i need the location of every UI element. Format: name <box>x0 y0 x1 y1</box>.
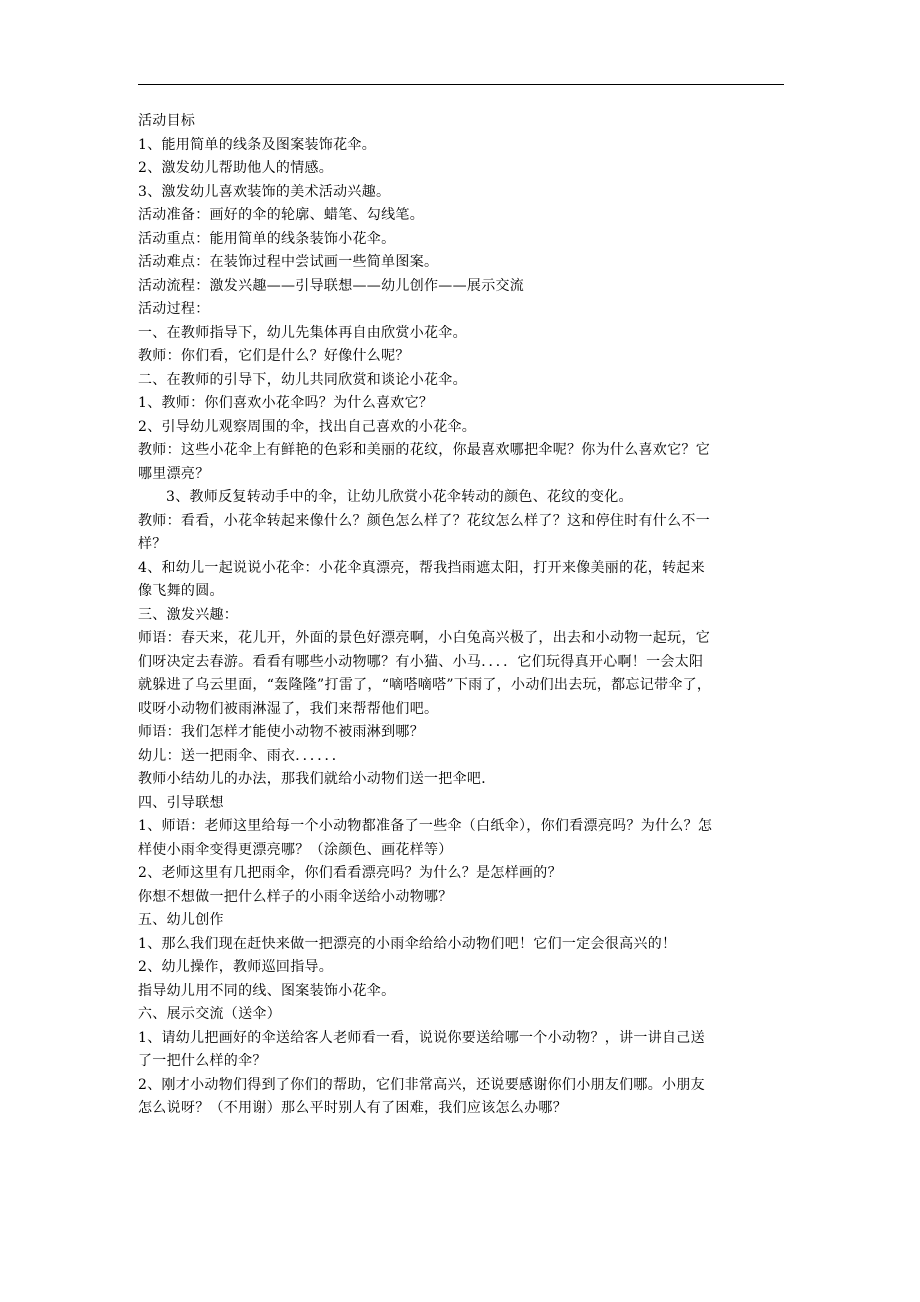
text-line: 3、教师反复转动手中的伞，让幼儿欣赏小花伞转动的颜色、花纹的变化。 <box>166 489 633 505</box>
section-title-process: 活动过程： <box>138 301 210 317</box>
text-line: 就躲进了乌云里面，“轰隆隆”打雷了，“嘀嗒嘀嗒”下雨了，小动们出去玩，都忘记带伞了， <box>138 677 712 693</box>
text-line: 了一把什么样的伞？ <box>138 1053 267 1069</box>
text-line: 1、师语：老师这里给每一个小动物都准备了一些伞（白纸伞），你们看漂亮吗？为什么？怎 <box>138 818 713 834</box>
key-point-line: 活动重点：能用简单的线条装饰小花伞。 <box>138 230 396 247</box>
text-line: 们呀决定去春游。看看有哪些小动物哪？有小猫、小马．．．．它们玩得真开心啊！一会太阳 <box>138 653 704 670</box>
text-line: 你想不想做一把什么样子的小雨伞送给小动物哪？ <box>138 888 453 905</box>
text-line: 2、刚才小动物们得到了你们的帮助，它们非常高兴，还说要感谢你们小朋友们哪。小朋友 <box>138 1076 705 1093</box>
text-line: 2、幼儿操作，教师巡回指导。 <box>138 959 334 975</box>
text-line: 样使小雨伞变得更漂亮哪？（涂颜色、画花样等） <box>138 841 453 858</box>
text-line: 哪里漂亮？ <box>138 465 210 482</box>
process-flow-line: 活动流程：激发兴趣——引导联想——幼儿创作——展示交流 <box>138 277 525 294</box>
goal-item: 2、激发幼儿帮助他人的情感。 <box>138 160 334 176</box>
text-line: 教师：看看，小花伞转起来像什么？颜色怎么样了？花纹怎么样了？这和停住时有什么不一 <box>138 512 710 529</box>
section-heading: 六、展示交流（送伞） <box>138 1006 281 1022</box>
section-heading: 四、引导联想 <box>138 794 224 811</box>
document-body <box>138 110 788 1121</box>
goal-item: 1、能用简单的线条及图案装饰花伞。 <box>138 136 377 153</box>
text-line: 1、那么我们现在赶快来做一把漂亮的小雨伞给给小动物们吧！它们一定会很高兴的！ <box>138 935 677 952</box>
text-line: 幼儿：送一把雨伞、雨衣．．．．．． <box>138 747 347 764</box>
text-line: 师语：春天来，花儿开，外面的景色好漂亮啊，小白兔高兴极了，出去和小动物一起玩，它 <box>138 630 710 646</box>
preparation-line: 活动准备：画好的伞的轮廓、蜡笔、勾线笔。 <box>138 207 424 223</box>
text-line: 2、引导幼儿观察周围的伞，找出自己喜欢的小花伞。 <box>138 418 477 435</box>
text-line: 1、请幼儿把画好的伞送给客人老师看一看，说说你要送给哪一个小动物？，讲一讲自己送 <box>138 1029 705 1046</box>
section-heading: 一、在教师指导下，幼儿先集体再自由欣赏小花伞。 <box>138 324 467 341</box>
section-title-goals: 活动目标 <box>138 113 196 129</box>
text-line: 师语：我们怎样才能使小动物不被雨淋到哪？ <box>138 724 424 740</box>
header-rule <box>138 84 784 85</box>
section-heading: 二、在教师的引导下，幼儿共同欣赏和谈论小花伞。 <box>138 371 467 388</box>
text-line: 哎呀小动物们被雨淋湿了，我们来帮帮他们吧。 <box>138 700 439 717</box>
text-line: 样？ <box>138 536 167 552</box>
difficulty-line: 活动难点：在装饰过程中尝试画一些简单图案。 <box>138 254 439 270</box>
text-line: 像飞舞的圆。 <box>138 583 224 599</box>
text-line: 2、老师这里有几把雨伞，你们看看漂亮吗？为什么？是怎样画的？ <box>138 865 562 881</box>
section-heading: 三、激发兴趣： <box>138 606 239 623</box>
text-line: 教师小结幼儿的办法，那我们就给小动物们送一把伞吧． <box>138 771 496 787</box>
text-line: 怎么说呀？（不用谢）那么平时别人有了困难，我们应该怎么办哪？ <box>138 1100 567 1116</box>
goal-item: 3、激发幼儿喜欢装饰的美术活动兴趣。 <box>138 183 391 200</box>
text-line: 指导幼儿用不同的线、图案装饰小花伞。 <box>138 982 396 999</box>
section-heading: 五、幼儿创作 <box>138 912 224 928</box>
text-line: 教师：你们看，它们是什么？好像什么呢？ <box>138 348 410 364</box>
text-line: 1、教师：你们喜欢小花伞吗？为什么喜欢它？ <box>138 395 434 411</box>
text-line: 4、和幼儿一起说说小花伞：小花伞真漂亮，帮我挡雨遮太阳，打开来像美丽的花，转起来 <box>138 559 705 576</box>
text-line: 教师：这些小花伞上有鲜艳的色彩和美丽的花纹，你最喜欢哪把伞呢？你为什么喜欢它？它 <box>138 442 710 458</box>
